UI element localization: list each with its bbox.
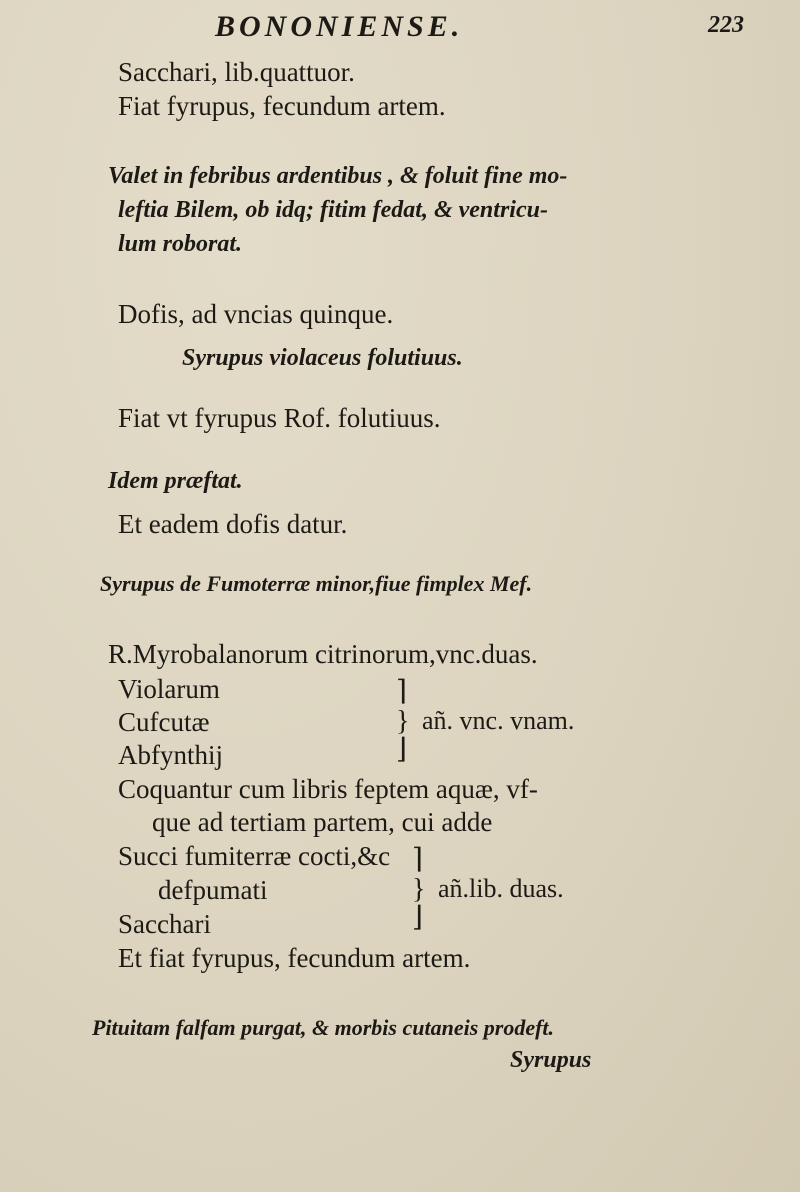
brace-top-1: ⌉: [396, 676, 407, 707]
ingredient-defpumati: defpumati: [158, 875, 268, 905]
brace-mid-2: }: [412, 874, 426, 905]
ingredient-violarum: Violarum: [118, 674, 220, 704]
page-number: 223: [708, 12, 744, 38]
ingredient-succi-fumiterrae: Succi fumiterræ cocti,&c: [118, 841, 391, 871]
brace-mid-1: }: [396, 706, 410, 737]
recipe3-line6: que ad tertiam partem, cui adde: [152, 807, 493, 837]
recipe1-line2: Fiat fyrupus, fecundum artem.: [118, 91, 446, 121]
note2: Idem præftat.: [108, 468, 243, 494]
brace-bottom-2: ⌋: [412, 902, 423, 933]
note3: Pituitam falfam purgat, & morbis cutaneis prodeft.: [92, 1015, 555, 1040]
note1-line1: Valet in febribus ardentibus , & foluit fine mo-: [108, 163, 568, 189]
dose1: Dofis, ad vncias quinque.: [118, 299, 394, 329]
group1-quantity: añ. vnc. vnam.: [422, 706, 575, 735]
recipe3-line5: Coquantur cum libris feptem aquæ, vf-: [118, 774, 538, 804]
brace-top-2: ⌉: [412, 844, 423, 875]
dose2: Et eadem dofis datur.: [118, 509, 348, 539]
running-head: BONONIENSE.: [215, 10, 464, 43]
note1-line2: leftia Bilem, ob idq; fitim fedat, & ventricu-: [118, 197, 548, 223]
brace-bottom-1: ⌋: [396, 734, 407, 765]
ingredient-abfynthij: Abfynthij: [118, 740, 223, 770]
heading3: Syrupus de Fumoterræ minor,fiue fimplex Mef.: [100, 571, 533, 596]
catchword: Syrupus: [510, 1047, 592, 1073]
recipe3-line1: R.Myrobalanorum citrinorum,vnc.duas.: [108, 639, 538, 669]
ingredient-cufcutae: Cufcutæ: [118, 707, 210, 737]
heading2: Syrupus violaceus folutiuus.: [182, 345, 463, 371]
recipe3-line10: Et fiat fyrupus, fecundum artem.: [118, 943, 471, 973]
recipe2: Fiat vt fyrupus Rof. folutiuus.: [118, 403, 441, 433]
group2-quantity: añ.lib. duas.: [438, 874, 564, 903]
recipe1-line1: Sacchari, lib.quattuor.: [118, 57, 355, 87]
note1-line3: lum roborat.: [118, 231, 243, 257]
ingredient-sacchari: Sacchari: [118, 909, 211, 939]
